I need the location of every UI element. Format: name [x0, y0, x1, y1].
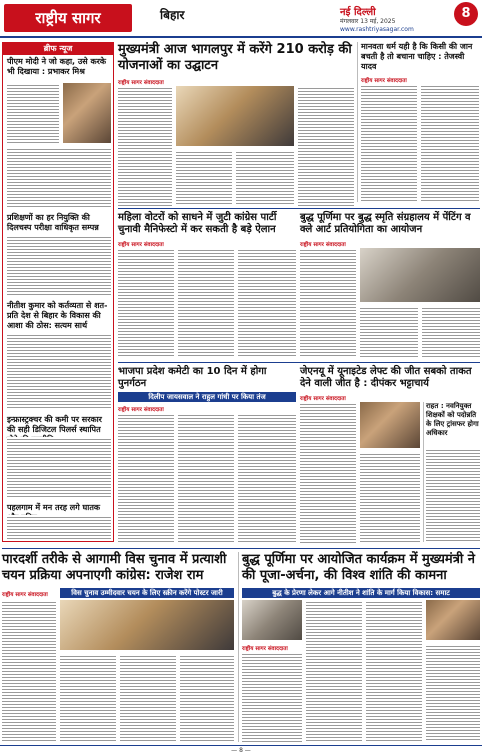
brief-item-title-3: नीतीश कुमार को कर्तव्यता से शत-प्रति देश से बिहार के विकास की आशा की ठोस: सत्यम सार्थ — [7, 301, 108, 330]
story6-headline: राहत : नवनियुक्त शिक्षकों को पदोन्नति के लिए ट्रांसफर होगा अधिकार — [426, 402, 479, 437]
story2-byline: राष्ट्रीय सागर संवाददाता — [118, 242, 164, 248]
story3-byline: राष्ट्रीय सागर संवाददाता — [300, 242, 346, 248]
section-rule — [118, 208, 480, 209]
story5-headline: जेएनयू में यूनाइटेड लेफ्ट की जीत सबको ताकत देने वाली जीत है : दीपंकर भट्टाचार्य — [300, 366, 472, 389]
right-top-text-2 — [421, 84, 479, 202]
story2-text-1 — [118, 248, 174, 358]
story5-text-2 — [360, 452, 420, 543]
story8-photo-2 — [426, 600, 480, 640]
story7-byline: राष्ट्रीय सागर संवाददाता — [2, 592, 48, 598]
page-number: 8 — [454, 2, 478, 26]
story7-photo — [60, 600, 234, 650]
story4-banner: दिलीप जायसवाल ने राहुल गांधी पर किया तंज — [118, 392, 296, 402]
column-divider — [357, 42, 358, 202]
story7-text-2 — [60, 654, 116, 742]
story5-text-1 — [300, 402, 356, 543]
column-divider-2 — [423, 402, 424, 542]
brief-item-title-5: पहलगाम में मन तरह लगे घातक — [7, 503, 101, 512]
brief-item-title-4: इन्फ्रास्ट्रक्चर की कमी पर सरकार की सही डिजिटल पिलर्स स्थापित — [7, 415, 102, 434]
lead-text-col-2 — [176, 150, 232, 206]
right-top-byline: राष्ट्रीय सागर संवाददाता — [361, 78, 407, 84]
masthead — [0, 0, 482, 38]
brief-news-sidebar — [2, 42, 114, 542]
section-rule-2 — [118, 362, 480, 363]
lead-byline: राष्ट्रीय सागर संवाददाता — [118, 80, 164, 86]
story2-headline: महिला वोटरों को साधने में जुटी कांग्रेस पार्टी चुनावी मैनिफेस्टो में कर सकती है बड़े ऐलान — [118, 212, 277, 235]
edition-date: मंगलवार 13 मई, 2025 — [340, 18, 396, 25]
story4-headline: भाजपा प्रदेश कमेटी का 10 दिन में होगा पुनर्गठन — [118, 366, 267, 389]
edition-city: नई दिल्ली — [340, 7, 376, 18]
section-rule-3 — [2, 548, 480, 549]
brief-item-text-3 — [7, 333, 111, 409]
brief-item-text-4 — [7, 437, 111, 497]
story4-text-2 — [178, 413, 234, 543]
right-top-headline: मानवता धर्म यही है कि किसी की जान बचती है तो बचाना चाहिए : तेजस्वी यादव — [361, 42, 473, 71]
brief-news-header: ब्रीफ न्यूज — [3, 43, 113, 55]
lead-headline: मुख्यमंत्री आज भागलपुर में करेंगे 210 करोड़ की योजनाओं का उद्घाटन — [118, 42, 352, 73]
story8-text-2 — [306, 600, 362, 742]
story8-headline: बुद्ध पूर्णिमा पर आयोजित कार्यक्रम में मुख्यमंत्री ने की पूजा-अर्चना, की विश्व शांति की कामना — [242, 552, 475, 583]
story7-text-4 — [180, 654, 234, 742]
story3-headline: बुद्ध पूर्णिमा पर बुद्ध स्मृति संग्रहालय में पेंटिंग व क्ले आर्ट प्रतियोगिता का आयोजन — [300, 212, 471, 235]
story3-text-3 — [422, 306, 480, 358]
brief-item-text-1 — [7, 83, 59, 143]
story6-text — [426, 448, 480, 543]
story8-text-4 — [426, 644, 480, 742]
story2-text-2 — [178, 248, 234, 358]
story7-text-3 — [120, 654, 176, 742]
page-footer: — 8 — — [0, 745, 482, 755]
lead-text-col-4 — [298, 86, 354, 206]
brief-item-text-1b — [7, 147, 111, 207]
website-url: www.rashtriyasagar.com — [340, 26, 414, 33]
story4-byline: राष्ट्रीय सागर संवाददाता — [118, 407, 164, 413]
lead-photo — [176, 86, 294, 146]
brief-item-text-5 — [7, 515, 111, 539]
story8-text-3 — [366, 600, 422, 742]
story2-text-3 — [238, 248, 296, 358]
story3-photo — [360, 248, 480, 302]
story5-photo — [360, 402, 420, 448]
lead-text-col-3 — [236, 150, 294, 206]
story7-headline: पारदर्शी तरीके से आगामी विस चुनाव में प्रत्याशी चयन प्रक्रिया अपनाएगी कांग्रेस: राजेश राम — [2, 552, 227, 583]
brief-item-photo-1 — [63, 83, 111, 143]
column-divider-3 — [238, 552, 239, 742]
lead-text-col-1 — [118, 86, 172, 206]
story8-banner: बुद्ध के प्रेरणा लेकर आगे नीतीश ने शांति के मार्ग किया विकास: समाट — [242, 588, 480, 598]
story8-photo-1 — [242, 600, 302, 640]
story4-text-1 — [118, 413, 174, 543]
story4-text-3 — [238, 413, 296, 543]
brief-item-title-2: प्रशिक्षणों का हर नियुक्ति की दिलचस्प परीक्षा वाधिकृत सम्पन्न — [7, 213, 99, 232]
story8-byline: राष्ट्रीय सागर संवाददाता — [242, 646, 288, 652]
right-top-text-1 — [361, 84, 417, 202]
edition-state: बिहार — [160, 8, 185, 22]
story7-text-1 — [2, 600, 56, 742]
newspaper-brand: राष्ट्रीय सागर — [4, 4, 132, 32]
brief-item-text-2 — [7, 235, 111, 295]
story3-text-1 — [300, 248, 356, 358]
story8-text-1 — [242, 652, 302, 742]
story5-byline: राष्ट्रीय सागर संवाददाता — [300, 396, 346, 402]
brief-item-title-1: पीएम मोदी ने जो कहा, उसे करके भी दिखाया : प्रभाकर मिश्र — [7, 57, 107, 76]
story3-text-2 — [360, 306, 418, 358]
story7-banner: विस चुनाव उम्मीदवार चयन के लिए स्क्रीन करेंगे पोस्टर जारी — [60, 588, 234, 598]
